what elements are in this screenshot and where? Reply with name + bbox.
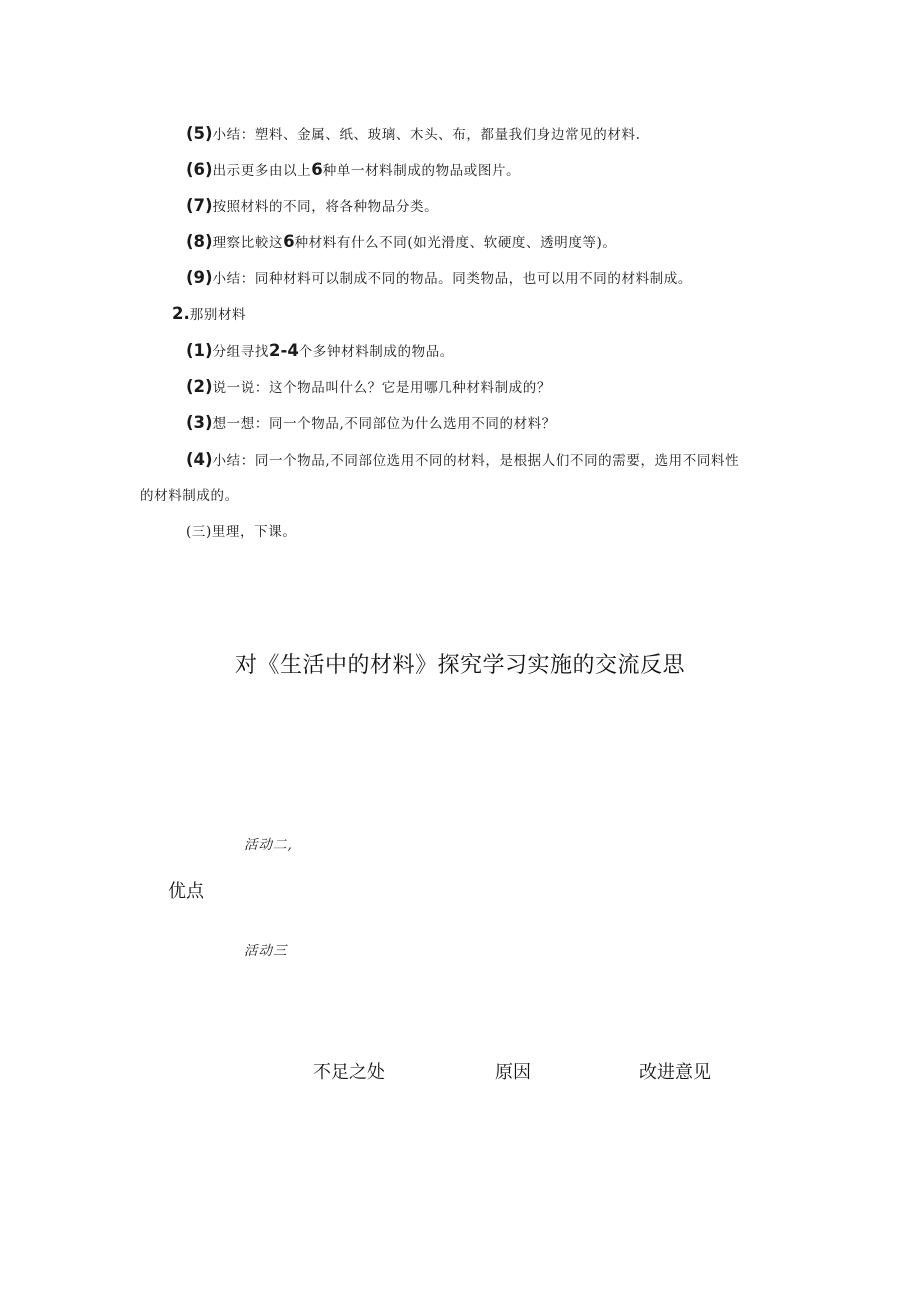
step-number: (5) (186, 124, 213, 143)
step-number: (3) (186, 413, 213, 432)
substep-4 (186, 450, 739, 471)
inline-number: 6 (311, 160, 323, 179)
step-number: (1) (186, 341, 213, 360)
step-9 (186, 268, 692, 289)
step-text: 小结：同一个物品,不同部位选用不同的材料，是根据人们不同的需要，选用不同料性 (212, 453, 740, 469)
step-text-continued: 种材料有什么不同(如光滑度、软硬度、透明度等)。 (294, 235, 617, 251)
step-number: (6) (186, 160, 213, 179)
step-text-continued: 个多钟材料制成的物品。 (298, 344, 454, 360)
step-7 (186, 196, 438, 217)
strengths-label: 优点 (168, 881, 204, 902)
step-text: 想一想：同一个物品,不同部位为什么选用不同的材料？ (212, 416, 556, 432)
section-2-heading (172, 304, 246, 325)
wrap-up-text: (三)里理，下课。 (186, 524, 297, 540)
inline-number: 6 (283, 232, 295, 251)
step-text-continued: 种单一材料制成的物品或图片。 (322, 163, 521, 179)
step-text: 分组寻找 (212, 344, 269, 360)
step-5 (186, 124, 640, 145)
substep-4-continuation (140, 486, 239, 506)
step-text: 的材料制成的。 (140, 488, 239, 504)
section-heading-text: 那别材料 (189, 307, 247, 323)
step-text: 小结：塑料、金属、纸、玻璃、木头、布，都量我们身边常见的材料. (212, 127, 641, 143)
step-number: (9) (186, 268, 213, 287)
step-number: (4) (186, 450, 213, 469)
step-number: (2) (186, 377, 213, 396)
section-number: 2. (172, 304, 190, 323)
column-header-reasons: 原因 (495, 1062, 531, 1083)
substep-2 (186, 377, 551, 398)
substep-1 (186, 341, 454, 362)
step-number: (7) (186, 196, 213, 215)
step-6 (186, 160, 520, 181)
activity-three-label: 活动三 (244, 943, 288, 959)
inline-number: 2-4 (268, 341, 299, 360)
column-header-shortcomings: 不足之处 (313, 1062, 385, 1083)
step-8 (186, 232, 617, 253)
step-text: 说一说：这个物品叫什么？它是用哪几种材料制成的？ (212, 380, 551, 396)
activity-two-label: 活动二, (244, 837, 293, 853)
step-text: 小结：同种材料可以制成不同的物品。同类物品，也可以用不同的材料制成。 (212, 271, 692, 287)
step-number: (8) (186, 232, 213, 251)
column-header-improvements: 改进意见 (639, 1062, 711, 1083)
wrap-up-line (186, 522, 296, 542)
section-title: 对《生活中的材料》探究学习实施的交流反思 (234, 653, 685, 678)
substep-3 (186, 413, 556, 434)
step-text: 出示更多由以上 (212, 163, 312, 179)
step-text: 按照材料的不同，将各种物品分类。 (212, 199, 439, 215)
step-text: 理察比較这 (212, 235, 284, 251)
